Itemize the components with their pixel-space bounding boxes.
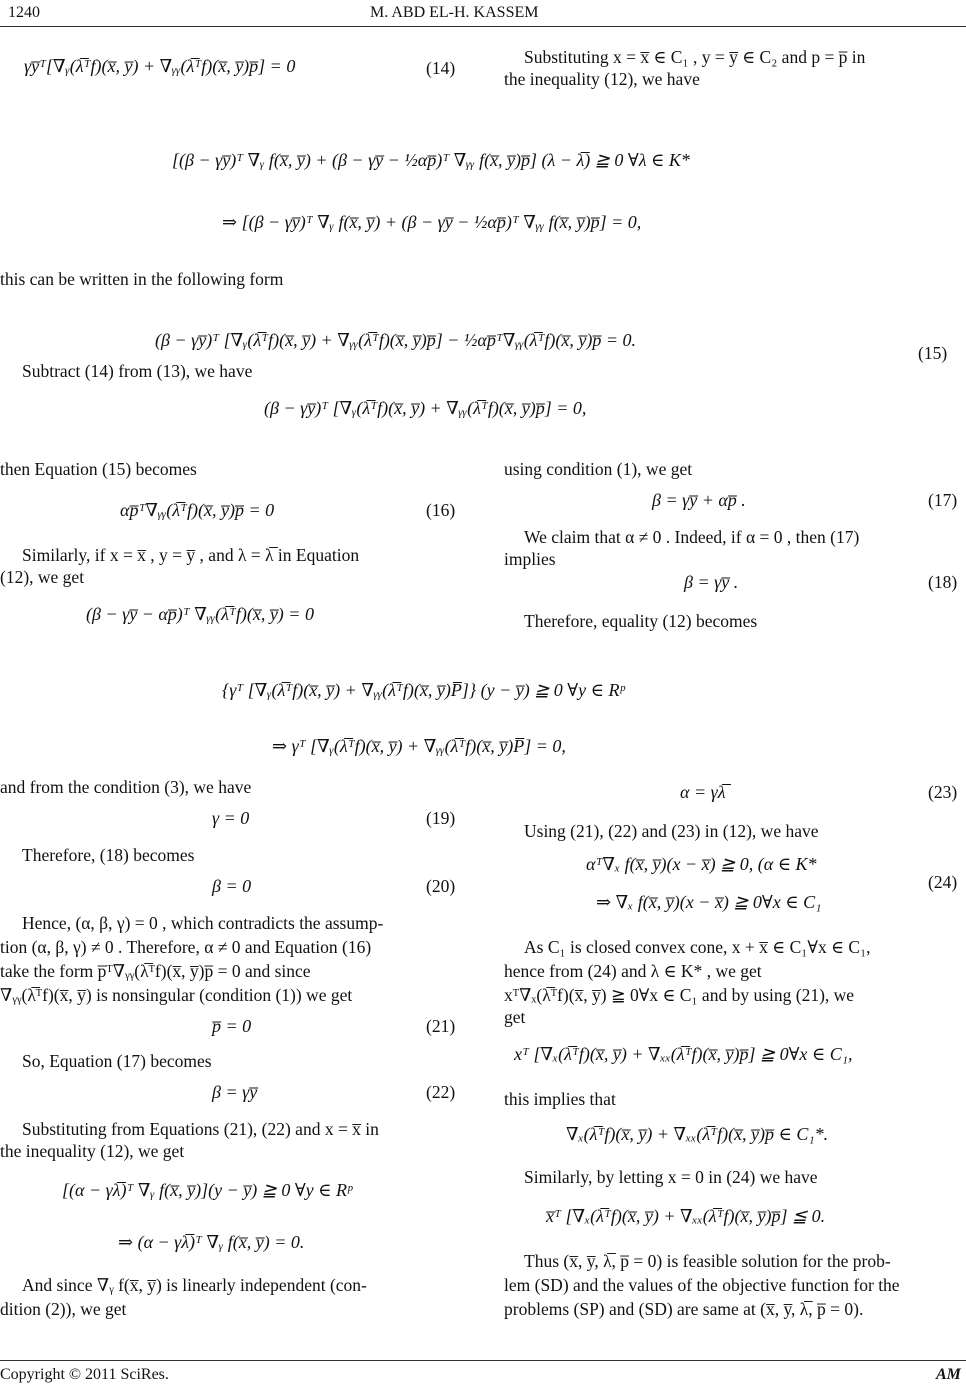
equation-x-bar-nonpositive: x̅ᵀ [∇ₓ(λ̅ᵀf)(x̅, y̅) + ∇ₓₓ(λ̅ᵀf)(x̅, y̅)p̅] ≦ 0. (546, 1206, 826, 1226)
equation-multiplier-inequality: [(β − γy̅)ᵀ ∇ᵧ f(x̅, y̅) + (β − γy̅ − ½αp̅)ᵀ ∇ᵧᵧ f(x̅, y̅)p̅] (λ − λ̅) ≧ 0 ∀λ ∈ K* (172, 150, 690, 170)
paragraph-as-c1-line4: get (504, 1007, 526, 1027)
paragraph-and-since-line2: dition (2)), we get (0, 1299, 127, 1319)
paragraph-hence-line4: ∇ᵧᵧ(λ̅ᵀf)(x̅, y̅) is nonsingular (condition (1)) we get (0, 985, 353, 1005)
paragraph-subtract: Subtract (14) from (13), we have (22, 361, 253, 381)
paragraph-as-c1-line2: hence from (24) and λ ∈ K* , we get (504, 961, 762, 981)
equation-21-number: (21) (426, 1016, 456, 1036)
paragraph-claim-line1: We claim that α ≠ 0 . Indeed, if α = 0 , then (17) (524, 527, 860, 547)
paragraph-thus-line1: Thus (x̅, y̅, λ̅, p̅ = 0) is feasible solution for the prob- (524, 1251, 891, 1271)
equation-24-line1: αᵀ∇ₓ f(x̅, y̅)(x − x̅) ≧ 0, (α ∈ K* (586, 854, 817, 874)
equation-alpha-implication: ⇒ (α − γλ̅)ᵀ ∇ᵧ f(x̅, y̅) = 0. (118, 1232, 305, 1252)
paragraph-therefore-12: Therefore, equality (12) becomes (524, 611, 758, 631)
footer-copyright: Copyright © 2011 SciRes. (0, 1366, 169, 1383)
header-rule (0, 26, 966, 27)
equation-16-number: (16) (426, 500, 456, 520)
equation-19-number: (19) (426, 808, 456, 828)
paragraph-using-21-22-23: Using (21), (22) and (23) in (12), we have (524, 821, 819, 841)
footer-journal-abbrev: AM (936, 1366, 961, 1383)
equation-14-number: (14) (426, 58, 456, 78)
equation-gamma-inequality: {γᵀ [∇ᵧ(λ̅ᵀf)(x̅, y̅) + ∇ᵧᵧ(λ̅ᵀf)(x̅, y̅)P̅]} (y − y̅) ≧ 0 ∀y ∈ Rᵖ (222, 680, 625, 700)
paragraph-therefore-18: Therefore, (18) becomes (22, 845, 195, 865)
paragraph-so-17: So, Equation (17) becomes (22, 1051, 212, 1071)
paragraph-substituting-eqs-line1: Substituting from Equations (21), (22) and x = x̅ in (22, 1119, 379, 1139)
paragraph-form: this can be written in the following form (0, 269, 284, 289)
equation-15-number: (15) (918, 343, 948, 363)
paragraph-and-since-line1: And since ∇ᵧ f(x̅, y̅) is linearly independent (con- (22, 1275, 367, 1295)
footer-rule (0, 1360, 966, 1361)
equation-18: β = γy̅ . (684, 572, 739, 592)
equation-17-number: (17) (928, 490, 958, 510)
equation-dual-cone: ∇ₓ(λ̅ᵀf)(x̅, y̅) + ∇ₓₓ(λ̅ᵀf)(x̅, y̅)p̅ ∈ C₁*. (566, 1124, 829, 1144)
equation-15: (β − γy̅)ᵀ [∇ᵧ(λ̅ᵀf)(x̅, y̅) + ∇ᵧᵧ(λ̅ᵀf)(x̅, y̅)p̅] − ½αp̅ᵀ∇ᵧᵧ(λ̅ᵀf)(x̅, y̅)p̅ = 0. (155, 330, 637, 350)
equation-14: γy̅ᵀ[∇ᵧ(λ̅ᵀf)(x̅, y̅) + ∇ᵧᵧ(λ̅ᵀf)(x̅, y̅)p̅] = 0 (24, 56, 296, 76)
paragraph-similarly-line1: Similarly, if x = x̅ , y = y̅ , and λ = λ̅ in Equation (22, 545, 360, 565)
paragraph-substituting-eqs-line2: the inequality (12), we get (0, 1141, 185, 1161)
equation-16: αp̅ᵀ∇ᵧᵧ(λ̅ᵀf)(x̅, y̅)p̅ = 0 (120, 500, 275, 520)
equation-22: β = γy̅ (212, 1082, 258, 1102)
paragraph-thus-line3: problems (SP) and (SD) are same at (x̅, y̅, λ̅, p̅ = 0). (504, 1299, 864, 1319)
paragraph-this-implies: this implies that (504, 1089, 616, 1109)
paragraph-similarly-letting: Similarly, by letting x = 0 in (24) we have (524, 1167, 818, 1187)
paragraph-similarly-line2: (12), we get (0, 567, 85, 587)
equation-multiplier-implication: ⇒ [(β − γy̅)ᵀ ∇ᵧ f(x̅, y̅) + (β − γy̅ − ½αp̅)ᵀ ∇ᵧᵧ f(x̅, y̅)p̅] = 0, (222, 212, 642, 232)
paragraph-hence-line3: take the form p̅ᵀ∇ᵧᵧ(λ̅ᵀf)(x̅, y̅)p̅ = 0 and since (0, 961, 311, 981)
equation-24-number: (24) (928, 872, 958, 892)
equation-difference: (β − γy̅)ᵀ [∇ᵧ(λ̅ᵀf)(x̅, y̅) + ∇ᵧᵧ(λ̅ᵀf)(x̅, y̅)p̅] = 0, (264, 398, 587, 418)
paragraph-thus-line2: lem (SD) and the values of the objective function for the (504, 1275, 900, 1295)
paragraph-substituting-line1: Substituting x = x̅ ∈ C₁ , y = y̅ ∈ C₂ and p = p̅ in (524, 47, 866, 67)
paragraph-condition-3: and from the condition (3), we have (0, 777, 252, 797)
equation-alpha-inequality: [(α − γλ̅)ᵀ ∇ᵧ f(x̅, y̅)](y − y̅) ≧ 0 ∀y ∈ Rᵖ (62, 1180, 353, 1200)
equation-24-line2: ⇒ ∇ₓ f(x̅, y̅)(x − x̅) ≧ 0∀x ∈ C₁ (596, 892, 822, 912)
equation-23: α = γλ̅ (680, 782, 726, 802)
paragraph-claim-line2: implies (504, 549, 556, 569)
equation-similarly: (β − γy̅ − αp̅)ᵀ ∇ᵧᵧ(λ̅ᵀf)(x̅, y̅) = 0 (86, 604, 314, 624)
equation-18-number: (18) (928, 572, 958, 592)
paragraph-as-c1-line3: xᵀ∇ₓ(λ̅ᵀf)(x̅, y̅) ≧ 0∀x ∈ C₁ and by using (21), we (504, 985, 855, 1005)
paragraph-as-c1-line1: As C₁ is closed convex cone, x + x̅ ∈ C₁∀x ∈ C₁, (524, 937, 871, 957)
equation-22-number: (22) (426, 1082, 456, 1102)
equation-17: β = γy̅ + αp̅ . (652, 490, 746, 510)
equation-gamma-implication: ⇒ γᵀ [∇ᵧ(λ̅ᵀf)(x̅, y̅) + ∇ᵧᵧ(λ̅ᵀf)(x̅, y̅)P̅] = 0, (272, 736, 566, 756)
paragraph-substituting-line2: the inequality (12), we have (504, 69, 700, 89)
equation-19: γ = 0 (212, 808, 250, 828)
paragraph-using-condition: using condition (1), we get (504, 459, 693, 479)
equation-x-nonnegative: xᵀ [∇ₓ(λ̅ᵀf)(x̅, y̅) + ∇ₓₓ(λ̅ᵀf)(x̅, y̅)p̅] ≧ 0∀x ∈ C₁, (514, 1044, 853, 1064)
equation-20: β = 0 (212, 876, 252, 896)
equation-20-number: (20) (426, 876, 456, 896)
paragraph-hence-line1: Hence, (α, β, γ) = 0 , which contradicts the assump- (22, 913, 384, 933)
equation-23-number: (23) (928, 782, 958, 802)
running-header-author: M. ABD EL-H. KASSEM (370, 4, 539, 21)
paragraph-then: then Equation (15) becomes (0, 459, 197, 479)
page-number: 1240 (8, 4, 40, 21)
paragraph-hence-line2: tion (α, β, γ) ≠ 0 . Therefore, α ≠ 0 and Equation (16) (0, 937, 372, 957)
equation-21: p̅ = 0 (212, 1016, 252, 1036)
